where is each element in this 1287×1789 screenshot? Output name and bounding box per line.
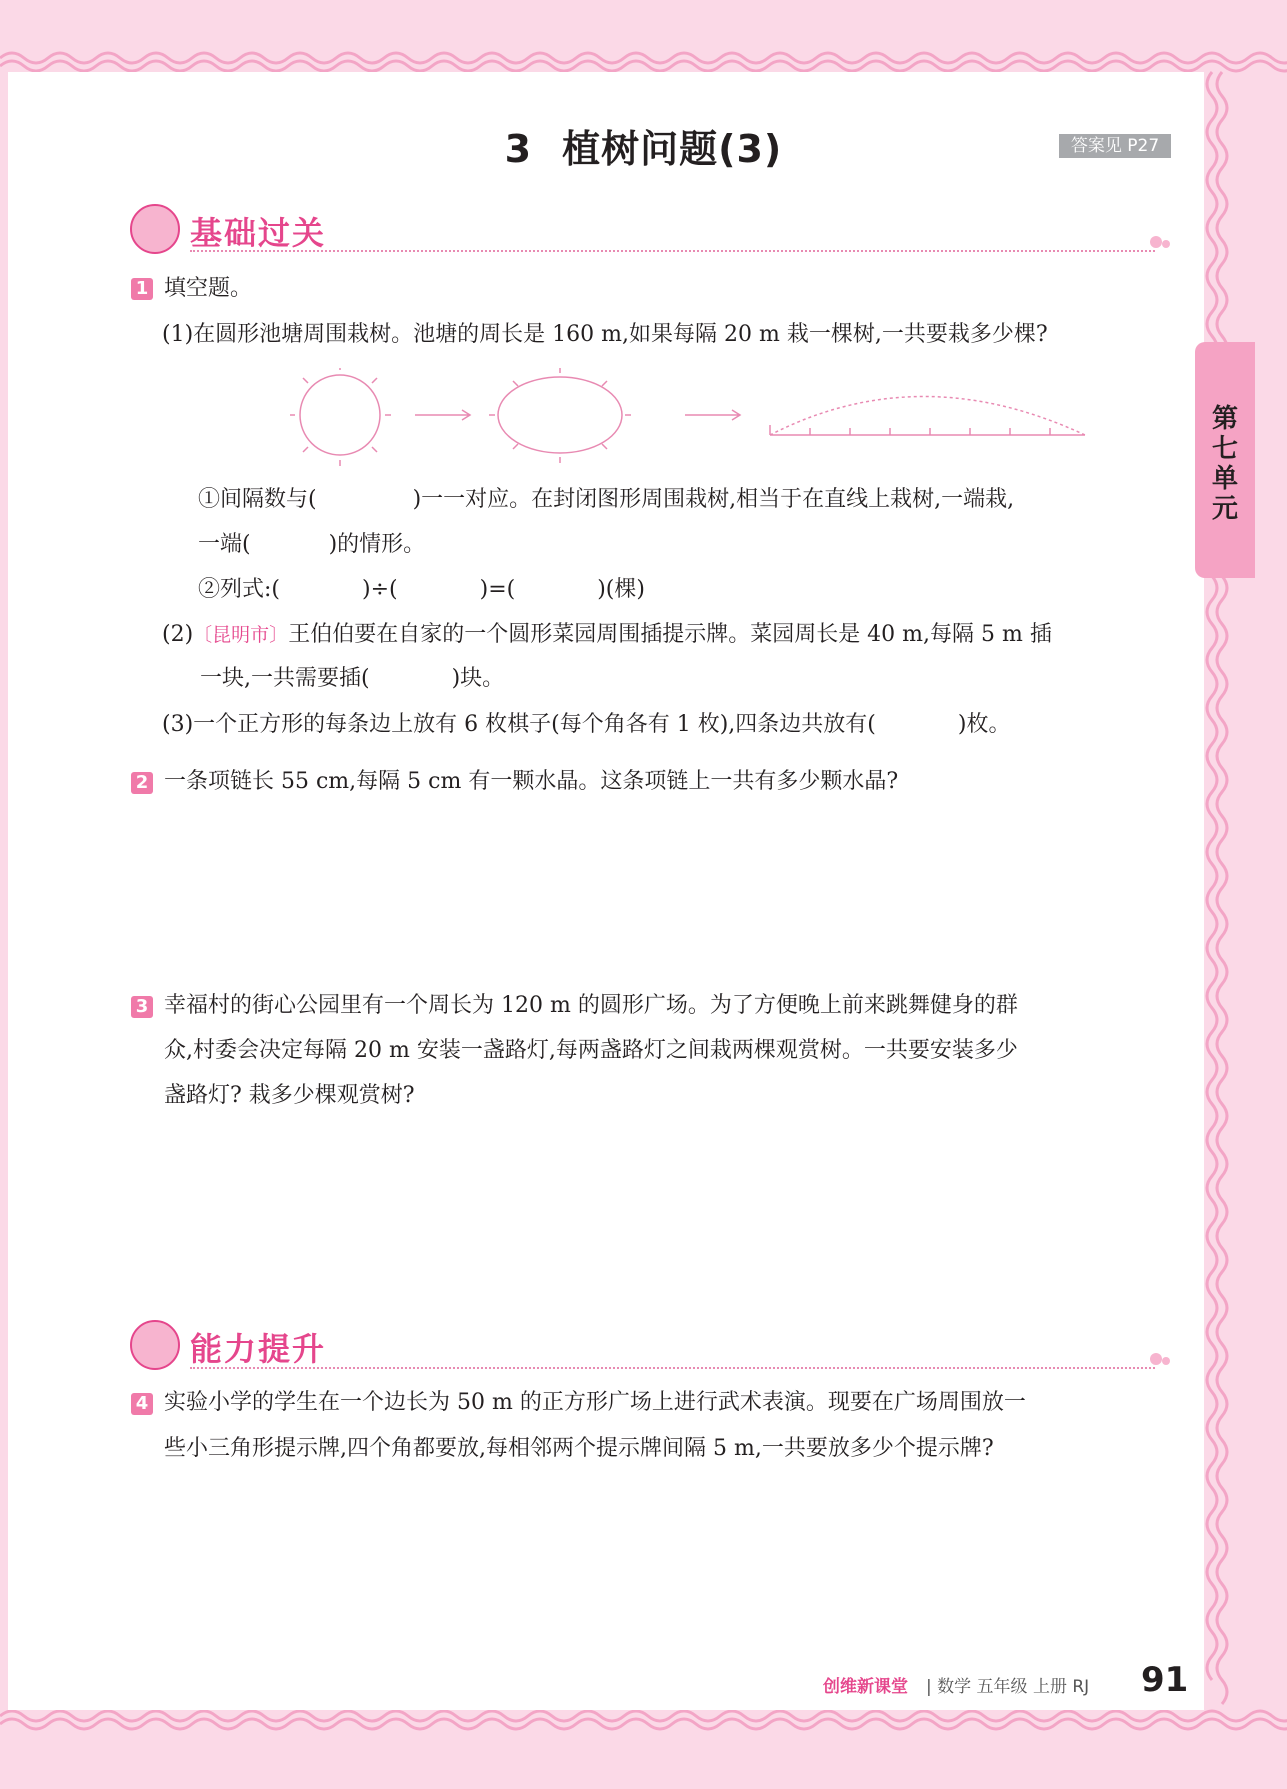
divider-dots-icon [1150,1353,1162,1365]
question-1-part-3: (3)一个正方形的每条边上放有 6 枚棋子(每个角各有 1 枚),四条边共放有( )枚。 [162,712,1011,737]
circle-shape [300,375,380,455]
question-4-line-1: 实验小学的学生在一个边长为 50 m 的正方形广场上进行武术表演。现要在广场周围放一 [164,1390,1026,1415]
question-1-part-2-line-1: (2)〔昆明市〕王伯伯要在自家的一个圆形菜园周围插提示牌。菜园周长是 40 m,每隔 5 m 插 [162,622,1052,647]
question-number-badge: 2 [131,772,153,794]
question-4-line-2: 些小三角形提示牌,四个角都要放,每相邻两个提示牌间隔 5 m,一共要放多少个提示牌? [164,1436,994,1461]
mascot-avatar-icon [130,1320,180,1370]
question-1-part-1: (1)在圆形池塘周围栽树。池塘的周长是 160 m,如果每隔 20 m 栽一棵树,一共要栽多少棵? [162,322,1048,347]
question-1-sub-1-line-2: 一端( )的情形。 [198,532,426,557]
question-number-badge: 3 [131,996,153,1018]
arc-shape [770,397,1085,436]
question-number-badge: 1 [131,278,153,300]
section-basic-heading: 基础过关 [190,214,327,252]
section-advanced-divider [190,1367,1155,1369]
divider-dots-icon [1162,240,1170,248]
page-number: 91 [1141,1660,1189,1700]
divider-dots-icon [1162,1357,1170,1365]
question-1-title: 填空题。 [164,276,253,301]
question-1-part-2-line-2: 一块,一共需要插( )块。 [200,666,505,691]
arrow-right-icon [415,410,470,420]
question-number-badge: 4 [131,1393,153,1415]
ellipse-shape [498,377,622,453]
lesson-number: 3 [504,127,533,171]
question-3-line-2: 众,村委会决定每隔 20 m 安装一盏路灯,每两盏路灯之间栽两棵观赏树。一共要安装多少 [164,1038,1018,1063]
footer-book-info: | 数学 五年级 上册 RJ [926,1677,1090,1697]
section-advanced-heading: 能力提升 [190,1330,327,1368]
question-2-text: 一条项链长 55 cm,每隔 5 cm 有一颗水晶。这条项链上一共有多少颗水晶? [164,769,899,794]
mascot-avatar-icon [130,204,180,254]
answer-reference-tag: 答案见 P27 [1059,134,1171,158]
lesson-title: 植树问题(3) [562,127,783,171]
divider-dots-icon [1150,236,1162,248]
city-tag: 〔昆明市〕 [193,624,289,646]
section-basic-divider [190,250,1155,252]
arrow-right-icon [685,410,740,420]
page-paper [8,72,1204,1710]
question-3-line-1: 幸福村的街心公园里有一个周长为 120 m 的圆形广场。为了方便晚上前来跳舞健身的群 [164,993,1018,1018]
circle-to-line-diagram [290,368,1090,468]
question-1-sub-1-line-1: ①间隔数与( )一一对应。在封闭图形周围栽树,相当于在直线上栽树,一端栽, [198,487,1015,512]
question-3-line-3: 盏路灯? 栽多少棵观赏树? [164,1083,415,1108]
question-1-sub-2: ②列式:( )÷( )=( )(棵) [198,577,645,602]
footer-brand: 创维新课堂 [823,1677,908,1697]
unit-side-tab-label: 第七单元 [1211,404,1238,524]
